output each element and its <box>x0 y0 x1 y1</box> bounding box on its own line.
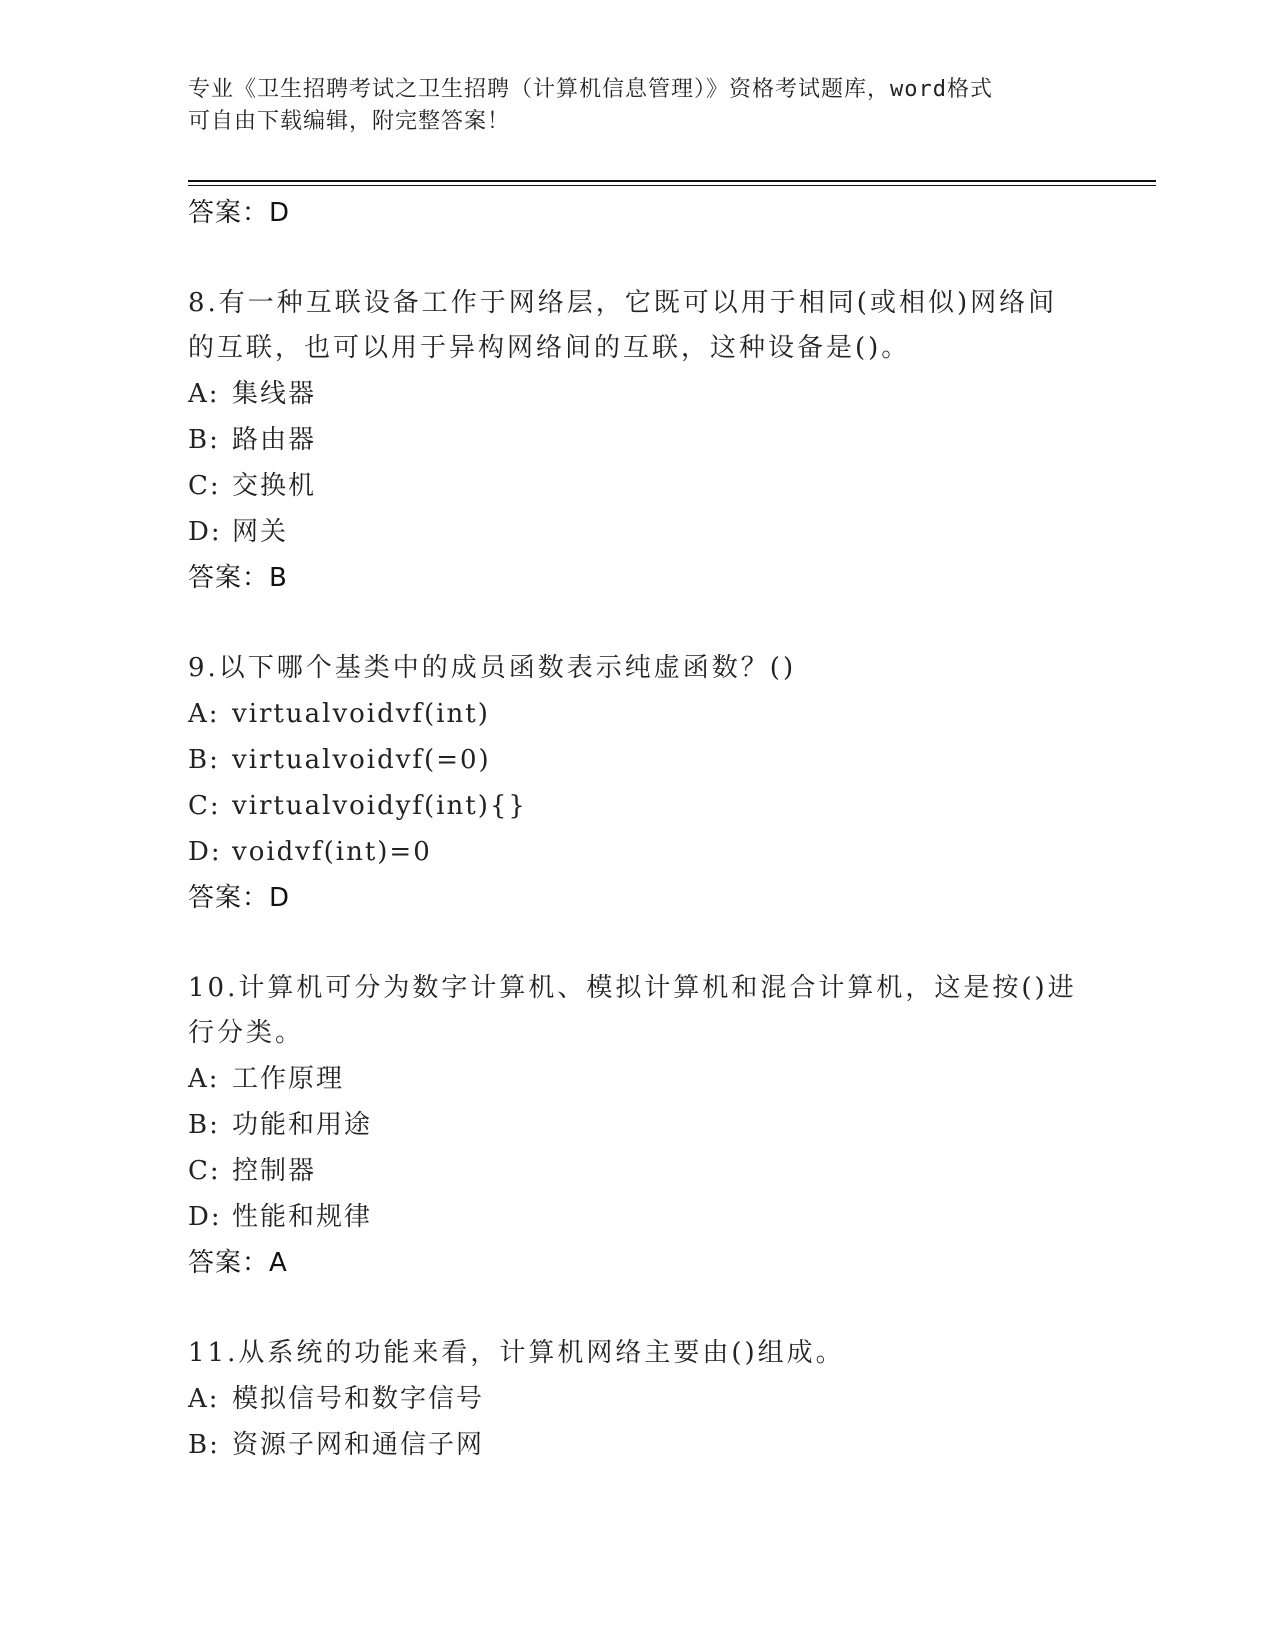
option-key: D: <box>188 837 222 867</box>
answer-line: 答案：A <box>188 1248 288 1278</box>
option-a <box>188 1056 1088 1102</box>
header-divider-thick <box>188 180 1156 182</box>
option-text: voidvf(int)=0 <box>232 837 432 867</box>
question-text-line: 行分类。 <box>188 1018 305 1048</box>
question-text-line: 8.有一种互联设备工作于网络层，它既可以用于相同(或相似)网络间 <box>188 288 1058 318</box>
answer-line: 答案：D <box>188 198 291 228</box>
option-d <box>188 1194 1088 1240</box>
option-text: 功能和用途 <box>232 1110 373 1140</box>
question-text-line: 10.计算机可分为数字计算机、模拟计算机和混合计算机，这是按()进 <box>188 973 1077 1003</box>
option-key: B: <box>188 425 220 455</box>
option-a <box>188 691 1088 737</box>
question-block <box>188 281 1088 601</box>
option-key: A: <box>188 379 220 409</box>
option-key: D: <box>188 517 222 547</box>
header-divider-thin <box>188 185 1156 186</box>
question-text-line: 的互联，也可以用于异构网络间的互联，这种设备是()。 <box>188 333 911 363</box>
option-text: 工作原理 <box>232 1064 345 1094</box>
option-text: 网关 <box>232 517 289 547</box>
option-text: 集线器 <box>232 379 317 409</box>
option-a <box>188 371 1088 417</box>
question-block <box>188 966 1088 1286</box>
option-text: virtualvoidyf(int){} <box>232 791 527 821</box>
question-list <box>188 190 1088 1468</box>
option-d <box>188 829 1088 875</box>
option-text: 资源子网和通信子网 <box>232 1430 485 1460</box>
option-text: 性能和规律 <box>232 1202 373 1232</box>
header-line-2: 可自由下载编辑，附完整答案！ <box>188 109 511 134</box>
option-c <box>188 1148 1088 1194</box>
option-key: B: <box>188 745 220 775</box>
question-text-line: 11.从系统的功能来看，计算机网络主要由()组成。 <box>188 1338 845 1368</box>
option-key: C: <box>188 791 221 821</box>
answer-line: 答案：D <box>188 883 291 913</box>
question-block <box>188 646 1088 921</box>
option-key: B: <box>188 1430 220 1460</box>
option-text: 模拟信号和数字信号 <box>232 1384 485 1414</box>
header-line-1: 专业《卫生招聘考试之卫生招聘（计算机信息管理）》资格考试题库，word格式 <box>188 77 993 102</box>
option-text: 路由器 <box>232 425 317 455</box>
option-b <box>188 1102 1088 1148</box>
option-b <box>188 1422 1088 1468</box>
option-key: D: <box>188 1202 222 1232</box>
option-text: virtualvoidvf(int) <box>232 699 490 729</box>
option-key: B: <box>188 1110 220 1140</box>
spacer <box>188 601 1088 646</box>
document-header <box>188 74 1068 138</box>
question-text-line: 9.以下哪个基类中的成员函数表示纯虚函数？() <box>188 653 797 683</box>
option-text: virtualvoidvf(=0) <box>232 745 491 775</box>
spacer <box>188 1286 1088 1331</box>
option-a <box>188 1376 1088 1422</box>
option-key: A: <box>188 699 220 729</box>
option-key: A: <box>188 1064 220 1094</box>
option-b <box>188 417 1088 463</box>
option-key: C: <box>188 1156 221 1186</box>
option-key: A: <box>188 1384 220 1414</box>
option-c <box>188 463 1088 509</box>
option-key: C: <box>188 471 221 501</box>
option-d <box>188 509 1088 555</box>
spacer <box>188 921 1088 966</box>
option-text: 交换机 <box>232 471 317 501</box>
answer-line: 答案：B <box>188 563 288 593</box>
question-block <box>188 1331 1088 1468</box>
option-text: 控制器 <box>232 1156 317 1186</box>
option-c <box>188 783 1088 829</box>
spacer <box>188 236 1088 281</box>
option-b <box>188 737 1088 783</box>
